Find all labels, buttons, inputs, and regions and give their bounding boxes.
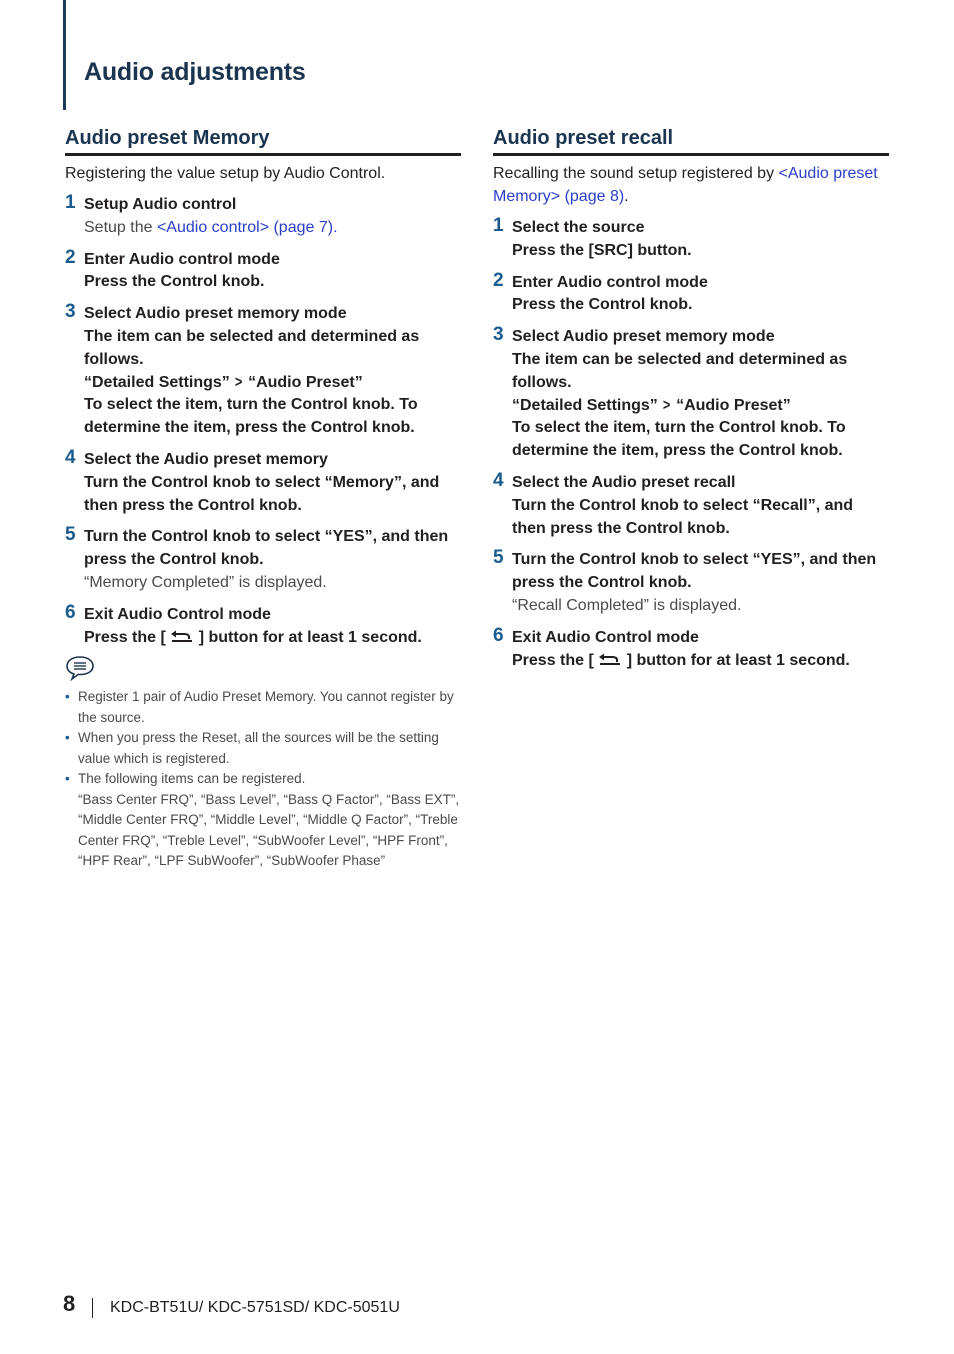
step-5 [493,549,889,617]
section-title: Audio preset recall [493,126,889,156]
step-title: Select the Audio preset memory [84,450,328,468]
step-number: 1 [65,192,76,213]
section-title: Audio preset Memory [65,126,461,156]
step-body [512,650,889,673]
step-body: Setup the [84,218,157,236]
section-audio-preset-recall [493,126,889,672]
step-title: Exit Audio Control mode [84,605,271,623]
bullet-icon: • [65,771,70,787]
page-number: 8 [63,1291,76,1316]
notes-list [65,687,461,872]
chevron-right-icon: > [235,373,243,391]
step-3 [65,303,461,440]
step-title: Select Audio preset memory mode [84,305,347,323]
step-2 [493,269,889,318]
note-item [65,769,461,872]
step-body: To select the item, turn the Control knob. To determine the item, press the Control knob. [512,419,846,460]
step-title: Select the Audio preset recall [512,473,736,491]
step-body: The item can be selected and determined as follows. [512,350,848,391]
menu-path [84,372,461,395]
step-title: Setup Audio control [84,196,237,213]
step-body: “Recall Completed” is displayed. [512,596,742,614]
step-title: Enter Audio control mode [512,273,708,291]
step-title: Select Audio preset memory mode [512,328,775,346]
step-body-text: Press the [ [84,628,166,646]
step-6 [493,624,889,673]
step-body: Turn the Control knob to select “Memory”, and then press the Control knob. [84,473,440,514]
intro-text: . [624,188,629,205]
header-accent-bar [63,0,66,110]
note-text: The following items can be registered. [78,771,306,787]
step-body-text: Press the [ [512,651,594,669]
step-body: The item can be selected and determined as follows. [84,327,420,368]
page-link[interactable]: <Audio control> (page 7). [156,218,338,236]
section-intro: Registering the value setup by Audio Control. [65,165,386,182]
step-1 [493,217,889,263]
menu-path [512,395,889,418]
step-body-text: ] button for at least 1 second. [198,628,422,646]
step-3 [493,326,889,463]
section-audio-preset-memory [65,126,461,872]
step-number: 4 [493,469,504,491]
step-2 [65,246,461,295]
step-title: Turn the Control knob to select “YES”, and then press the Control knob. [512,551,877,592]
step-number: 6 [65,601,76,623]
step-1 [65,194,461,240]
step-4 [493,469,889,540]
page-link[interactable]: <Audio preset Memory> (page 8) [493,165,878,205]
step-body: Press the [SRC] button. [512,241,692,259]
menu-path-item: “Detailed Settings” [84,373,230,391]
step-number: 6 [493,624,504,646]
step-body: To select the item, turn the Control knob. To determine the item, press the Control knob. [84,396,418,437]
step-number: 3 [493,324,504,346]
step-title: Turn the Control knob to select “YES”, and then press the Control knob. [84,528,449,569]
step-6 [65,601,461,650]
step-body: Press the Control knob. [512,296,693,314]
step-number: 5 [493,547,504,569]
step-body: Press the Control knob. [84,273,265,291]
back-arrow-icon [170,629,194,643]
note-text: When you press the Reset, all the sources will be the setting value which is registered. [78,730,439,766]
model-names: KDC-BT51U/ KDC-5751SD/ KDC-5051U [110,1299,400,1316]
step-number: 4 [65,446,76,468]
step-number: 2 [65,246,76,268]
menu-path-item: “Audio Preset” [248,373,363,391]
menu-path-item: “Detailed Settings” [512,396,658,414]
menu-path-item: “Audio Preset” [676,396,791,414]
step-title: Enter Audio control mode [84,250,280,268]
step-number: 3 [65,301,76,323]
note-speech-bubble-icon [65,655,95,681]
section-intro [493,162,889,208]
footer-divider [92,1298,93,1318]
note-item [65,687,461,728]
step-number: 2 [493,269,504,291]
note-text: Register 1 pair of Audio Preset Memory. You cannot register by the source. [78,689,454,725]
bullet-icon: • [65,730,70,746]
step-body: Turn the Control knob to select “Recall”, and then press the Control knob. [512,496,854,537]
step-4 [65,446,461,517]
chevron-right-icon: > [663,396,671,414]
step-title: Select the source [512,219,645,236]
intro-text: Recalling the sound setup registered by [493,165,779,182]
step-number: 1 [493,215,504,236]
step-5 [65,526,461,594]
note-item [65,728,461,769]
step-body [84,627,461,650]
bullet-icon: • [65,689,70,705]
step-number: 5 [65,524,76,546]
note-text: “Bass Center FRQ”, “Bass Level”, “Bass Q Factor”, “Bass EXT”, “Middle Center FRQ”, “Middle Level”, “Middle Q Factor”, “Treble Center FRQ”, “Treble Level”, “SubWoofer Level”, “HPF Front”, “HPF Rear”, “LPF SubWoofer”, “SubWoofer Phase” [78,791,460,869]
step-body: “Memory Completed” is displayed. [84,573,327,591]
step-body-text: ] button for at least 1 second. [626,651,850,669]
step-title: Exit Audio Control mode [512,628,699,646]
back-arrow-icon [598,652,622,666]
page-title: Audio adjustments [84,58,306,86]
